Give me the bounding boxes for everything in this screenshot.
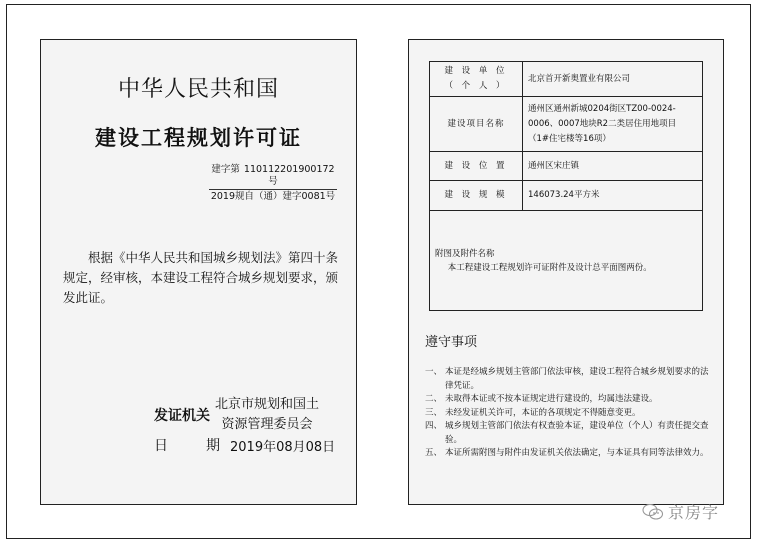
table-key: 建 设 位 置 — [430, 152, 523, 181]
rules-list — [425, 366, 711, 461]
permit-body-text: 根据《中华人民共和国城乡规划法》第四十条规定，经审核，本建设工程符合城乡规划要求，颁发此证。 — [63, 250, 339, 305]
rule-number: 三、 — [425, 407, 443, 418]
permit-number-block — [209, 164, 337, 203]
table-value: 通州区宋庄镇 — [523, 152, 703, 181]
permit-number-value: 110112201900172 — [243, 164, 335, 175]
attachments-text: 本工程建设工程规划许可证附件及设计总平面图两份。 — [447, 262, 652, 273]
issuer-value — [212, 395, 322, 435]
rule-number: 五、 — [425, 448, 443, 458]
date-label — [154, 435, 220, 455]
table-value: 通州区通州新城0204街区TZ00-0024-0006、0007地块R2二类居住用地项目（1#住宅楼等16项） — [523, 97, 703, 152]
table-row — [430, 152, 703, 181]
attachments-title: 附图及附件名称 — [435, 248, 495, 259]
key-line-2: （ 个 人 ） — [444, 81, 508, 91]
issuer-line-1: 北京市规划和国土 — [214, 397, 319, 412]
table-key: 建设项目名称 — [430, 97, 523, 152]
list-item — [425, 393, 711, 407]
list-item — [425, 420, 711, 447]
rule-text: 本证是经城乡规划主管部门依法审核，建设工程符合城乡规划要求的法律凭证。 — [445, 367, 709, 391]
date-row — [154, 435, 335, 455]
rule-number: 二、 — [425, 394, 443, 404]
date-label-char-1: 日 — [154, 438, 168, 454]
table-key — [430, 62, 523, 97]
watermark — [642, 500, 719, 523]
table-row — [430, 97, 703, 152]
issuer-label: 发证机关 — [154, 408, 210, 424]
permit-number-label: 建字第 — [211, 164, 240, 175]
list-item — [425, 407, 711, 421]
table-value: 北京首开新奥置业有限公司 — [523, 62, 703, 97]
permit-title: 建设工程规划许可证 — [95, 126, 302, 150]
list-item — [425, 366, 711, 393]
country-title: 中华人民共和国 — [117, 77, 279, 102]
wechat-icon — [642, 503, 664, 521]
table-row — [430, 62, 703, 97]
permit-info-table — [429, 61, 703, 311]
permit-reference: 2019规自（通）建字0081号 — [210, 191, 336, 202]
table-row — [430, 181, 703, 211]
rule-number: 一、 — [425, 367, 443, 377]
permit-details-page — [408, 39, 724, 505]
rule-number: 四、 — [425, 421, 443, 431]
issuer-line-2: 资源管理委员会 — [221, 417, 313, 432]
date-value: 2019年08月08日 — [230, 439, 336, 455]
list-item — [425, 447, 711, 461]
issuer-row — [154, 395, 322, 435]
date-label-char-2: 期 — [206, 438, 220, 454]
permit-cover-page — [40, 39, 357, 505]
permit-number — [209, 164, 337, 190]
rule-text: 未取得本证或不按本证规定进行建设的，均属违法建设。 — [445, 394, 658, 404]
watermark-text: 京房字 — [668, 503, 720, 522]
rules-title: 遵守事项 — [425, 335, 478, 350]
permit-number-suffix: 号 — [268, 176, 278, 187]
rule-text: 本证所需附图与附件由发证机关依法确定，与本证具有同等法律效力。 — [445, 448, 709, 458]
attachments-cell — [430, 211, 703, 311]
rule-text: 未经发证机关许可，本证的各项规定不得随意变更。 — [445, 407, 641, 418]
key-line-1: 建 设 单 位 — [444, 66, 508, 76]
table-value: 146073.24平方米 — [523, 181, 703, 211]
rule-text: 城乡规划主管部门依法有权查验本证，建设单位（个人）有责任提交查验。 — [445, 421, 709, 445]
attachments-row — [430, 211, 703, 311]
table-key: 建 设 规 模 — [430, 181, 523, 211]
